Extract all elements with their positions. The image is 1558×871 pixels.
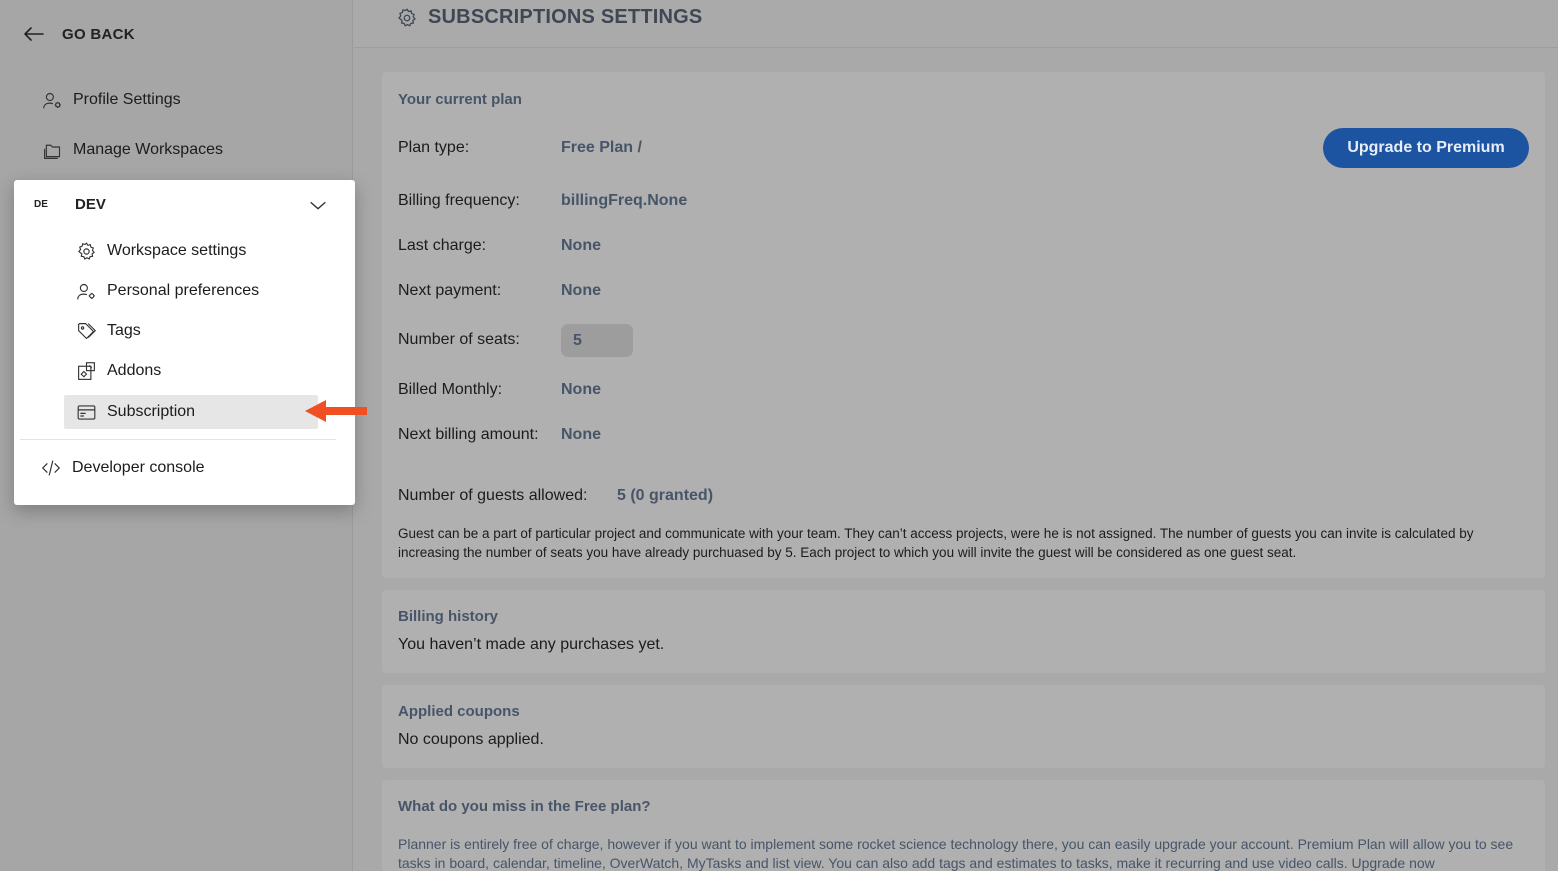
addons-item[interactable] <box>64 354 318 388</box>
subscription-label: Subscription <box>107 403 196 420</box>
go-back-button[interactable] <box>22 22 135 46</box>
coupons-title: Applied coupons <box>398 703 520 720</box>
free-plan-text: Planner is entirely free of charge, however if you want to implement some rocket science technology there, you can easily upgrade your account. Premium Plan will allow you to see tasks in board, calendar, timeline, OverWatch, MyTasks and list view. You can also add tags and estimates to tasks, make it recurring and use video calls. Upgrade now <box>398 836 1514 871</box>
billing-frequency-label: Billing frequency: <box>398 192 520 209</box>
workspace-settings-item[interactable] <box>64 234 318 268</box>
tags-item[interactable] <box>64 314 318 348</box>
personal-preferences-label: Personal preferences <box>107 282 260 299</box>
guests-value: 5 (0 granted) <box>617 487 714 504</box>
tag-icon <box>76 321 97 342</box>
addons-icon <box>76 361 97 382</box>
current-plan-title: Your current plan <box>398 91 522 108</box>
current-plan-card <box>382 72 1545 578</box>
coupons-card <box>382 685 1545 768</box>
card-icon <box>76 402 97 423</box>
profile-settings-label: Profile Settings <box>73 91 181 108</box>
user-gear-icon <box>42 90 63 111</box>
workspace-settings-label: Workspace settings <box>107 242 247 259</box>
gear-icon <box>396 7 418 29</box>
workspace-header[interactable] <box>14 190 355 218</box>
upgrade-button[interactable]: Upgrade to Premium <box>1323 128 1529 168</box>
free-plan-card <box>382 780 1545 871</box>
billed-monthly-value: None <box>561 381 601 398</box>
subscription-item[interactable] <box>64 395 318 429</box>
pointer-arrow-icon <box>304 398 368 424</box>
gear-icon <box>76 241 97 262</box>
next-payment-value: None <box>561 282 601 299</box>
free-plan-title: What do you miss in the Free plan? <box>398 798 651 815</box>
next-payment-label: Next payment: <box>398 282 502 299</box>
personal-preferences-item[interactable] <box>64 274 318 308</box>
go-back-label: GO BACK <box>62 25 135 43</box>
billing-history-card <box>382 590 1545 673</box>
seats-input[interactable]: 5 <box>561 324 633 357</box>
code-icon <box>40 457 62 479</box>
plan-type-label: Plan type: <box>398 139 470 156</box>
manage-workspaces-label: Manage Workspaces <box>73 141 223 158</box>
developer-console-link[interactable] <box>40 456 205 480</box>
folders-icon <box>42 140 63 161</box>
next-billing-amount-label: Next billing amount: <box>398 426 539 443</box>
billing-frequency-value: billingFreq.None <box>561 192 688 209</box>
page-title: SUBSCRIPTIONS SETTINGS <box>428 6 703 28</box>
plan-type-value: Free Plan / <box>561 139 642 156</box>
workspace-abbr: DE <box>34 198 48 210</box>
tags-label: Tags <box>107 322 141 339</box>
billed-monthly-label: Billed Monthly: <box>398 381 503 398</box>
last-charge-label: Last charge: <box>398 237 487 254</box>
chevron-down-icon[interactable] <box>307 194 329 216</box>
user-gear-icon <box>76 281 97 302</box>
billing-history-title: Billing history <box>398 608 499 625</box>
coupons-text: No coupons applied. <box>398 731 544 748</box>
last-charge-value: None <box>561 237 601 254</box>
arrow-left-icon <box>22 22 46 46</box>
addons-label: Addons <box>107 362 162 379</box>
next-billing-amount-value: None <box>561 426 601 443</box>
guests-note: Guest can be a part of particular project and communicate with your team. They can’t access projects, were he is not assigned. The number of guests you can invite is calculated by increasing the number of seats you have already purchuased by 5. Each project to which you will invite the guest will be considered as one guest seat. <box>398 526 1474 560</box>
workspace-name: DEV <box>75 195 106 213</box>
developer-console-label: Developer console <box>72 459 205 476</box>
top-bar <box>354 0 1558 48</box>
manage-workspaces-link[interactable] <box>42 138 223 162</box>
billing-history-text: You haven’t made any purchases yet. <box>398 636 665 653</box>
profile-settings-link[interactable] <box>42 88 181 112</box>
workspace-menu <box>14 180 355 505</box>
divider <box>20 439 336 440</box>
guests-label: Number of guests allowed: <box>398 487 588 504</box>
seats-label: Number of seats: <box>398 331 520 348</box>
